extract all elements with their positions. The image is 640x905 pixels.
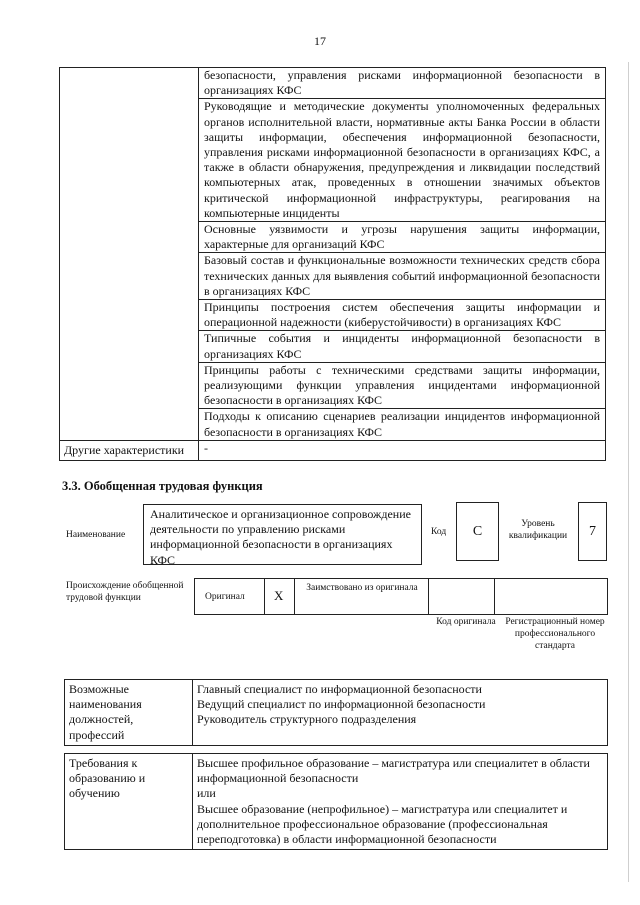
code-original-caption: Код оригинала bbox=[436, 617, 496, 627]
level-label: Уровень квалификации bbox=[508, 519, 568, 541]
position-item: Главный специалист по информационной безопасности bbox=[197, 682, 482, 696]
positions-table bbox=[64, 679, 608, 746]
knowledge-item: Основные уязвимости и угрозы нарушения защиты информации, характерные для организаций КФС bbox=[199, 222, 606, 253]
position-item: Руководитель структурного подразделения bbox=[197, 712, 417, 727]
knowledge-item: Базовый состав и функциональные возможности технических средств сбора технических данных для выявления событий информационной безопасности в организациях КФС bbox=[199, 253, 606, 300]
table-row bbox=[65, 680, 608, 746]
education-line: или bbox=[197, 786, 216, 801]
positions-list bbox=[193, 680, 608, 746]
origin-label: Происхождение обобщенной трудовой функции bbox=[66, 581, 184, 603]
table-row bbox=[60, 440, 606, 460]
knowledge-item: Подходы к описанию сценариев реализации инцидентов информационной безопасности в организациях КФС bbox=[199, 409, 606, 440]
other-characteristics-label: Другие характеристики bbox=[60, 440, 199, 460]
naming-label: Наименование bbox=[66, 530, 126, 540]
education-label: Требования к образованию и обучению bbox=[65, 754, 193, 850]
position-item: Ведущий специалист по информационной безопасности bbox=[197, 697, 486, 712]
education-requirements bbox=[193, 754, 608, 850]
code-original-cell bbox=[429, 579, 495, 614]
knowledge-item: Типичные события и инциденты информационной безопасности в организациях КФС bbox=[199, 331, 606, 362]
section-title: 3.3. Обобщенная трудовая функция bbox=[62, 479, 263, 493]
knowledge-item: Принципы работы с техническими средствами защиты информации, реализующими функции управления инцидентами информационной безопасности в организациях КФС bbox=[199, 362, 606, 409]
origin-grid bbox=[194, 578, 608, 615]
borrowed-label: Заимствовано из оригинала bbox=[306, 583, 418, 593]
original-label: Оригинал bbox=[205, 592, 245, 602]
education-line: Высшее образование (непрофильное) – магистратура или специалитет и дополнительное профессиональное образование (профессиональная переподготовка) в области информационной безопасности bbox=[197, 801, 568, 847]
knowledge-item: Принципы построения систем обеспечения защиты информации и операционной надежности (киберустойчивости) в организациях КФС bbox=[199, 300, 606, 331]
borrowed-cell bbox=[295, 579, 429, 614]
registration-number-caption: Регистрационный номер профессионального стандарта bbox=[505, 617, 605, 651]
code-label: Код bbox=[431, 527, 447, 537]
table-row bbox=[60, 68, 606, 99]
code-value: C bbox=[456, 502, 499, 561]
positions-label: Возможные наименования должностей, профессий bbox=[65, 680, 193, 746]
page-edge-line bbox=[628, 62, 629, 882]
original-cell bbox=[195, 579, 265, 614]
table-row bbox=[65, 754, 608, 850]
function-name-box: Аналитическое и организационное сопровождение деятельности по управлению рисками информационной безопасности в организациях КФС bbox=[143, 504, 422, 565]
education-table bbox=[64, 753, 608, 850]
knowledge-table bbox=[59, 67, 606, 461]
knowledge-item: безопасности, управления рисками информационной безопасности в организациях КФС bbox=[199, 68, 606, 99]
level-value: 7 bbox=[578, 502, 607, 561]
original-mark: X bbox=[274, 588, 284, 603]
education-line: Высшее профильное образование – магистратура или специалитет в области информационной безопасности bbox=[197, 756, 590, 786]
original-mark-cell bbox=[265, 579, 295, 614]
row-label-cell bbox=[60, 68, 199, 441]
other-characteristics-value: - bbox=[199, 440, 606, 460]
knowledge-item: Руководящие и методические документы уполномоченных федеральных органов исполнительной власти, нормативные акты Банка России в области защиты информации, обеспечения информационной безопасности, управления рисками информационной безопасности в организациях КФС, а также в области обнаружения, предупреждения и ликвидации последствий компьютерных атак, проведенных в отношении значимых объектов критической информационной инфраструктуры, реагирования на компьютерные инциденты bbox=[199, 99, 606, 222]
page-number: 17 bbox=[314, 34, 326, 48]
